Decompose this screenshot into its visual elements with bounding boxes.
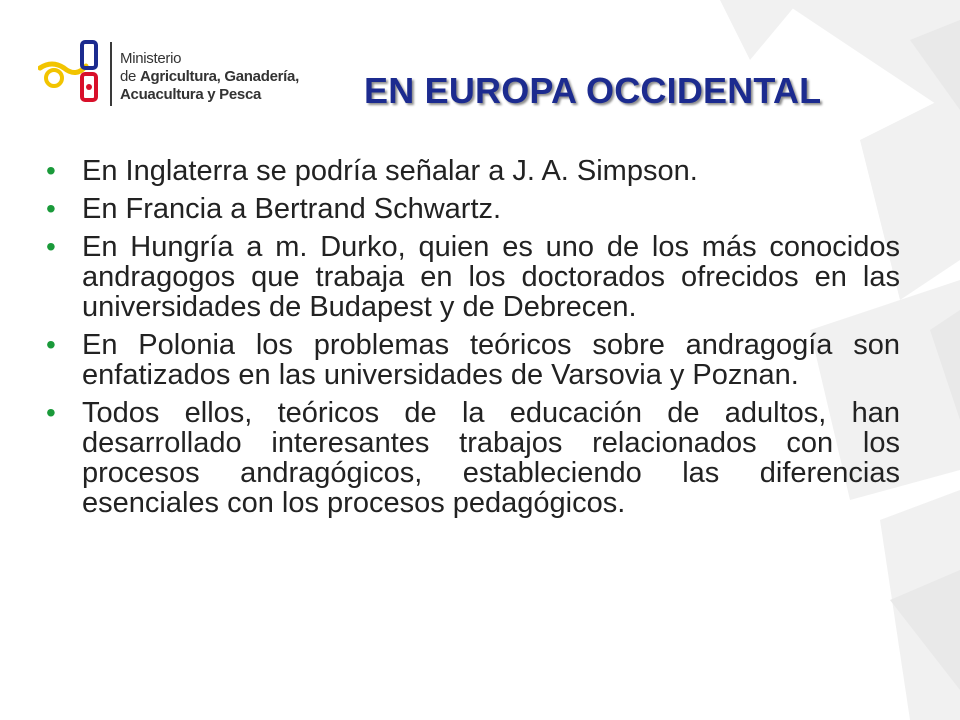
logo-line-2 [120,68,299,86]
bullet-text: En Polonia los problemas teóricos sobre andragogía son enfatizados en las universidades de Varsovia y Poznan. [82,329,900,391]
bullet-text: En Francia a Bertrand Schwartz. [82,193,502,225]
ministry-name [120,50,299,104]
bullet-item [44,194,900,224]
bullet-text: En Hungría a m. Durko, quien es uno de los más conocidos andragogos que trabaja en los doctorados ofrecidos en las universidades de Budapest y de Debrecen. [82,231,900,323]
bullet-item [44,232,900,322]
logo-line-2-bold: Agricultura, Ganadería, [139,68,299,85]
bullet-dot-icon: • [46,329,56,360]
bullet-text: Todos ellos, teóricos de la educación de adultos, han desarrollado interesantes trabajos relacionados con los procesos andragógicos, estableciendo las diferencias esenciales con los procesos pedagógicos. [82,397,900,519]
bullet-list [44,156,900,526]
ministry-emblem-icon [38,38,108,110]
slide-title: EN EUROPA OCCIDENTAL [364,70,822,111]
ministry-logo [38,38,318,118]
logo-line-2-prefix: de [120,68,140,85]
logo-divider [110,42,112,106]
bullet-dot-icon: • [46,155,56,186]
bullet-item [44,330,900,390]
bullet-item [44,398,900,518]
bullet-text: En Inglaterra se podría señalar a J. A. Simpson. [82,155,698,187]
logo-line-1: Ministerio [120,50,182,67]
bullet-item [44,156,900,186]
logo-line-3: Acuacultura y Pesca [120,86,262,103]
bullet-dot-icon: • [46,397,56,428]
bullet-dot-icon: • [46,231,56,262]
bullet-dot-icon: • [46,193,56,224]
